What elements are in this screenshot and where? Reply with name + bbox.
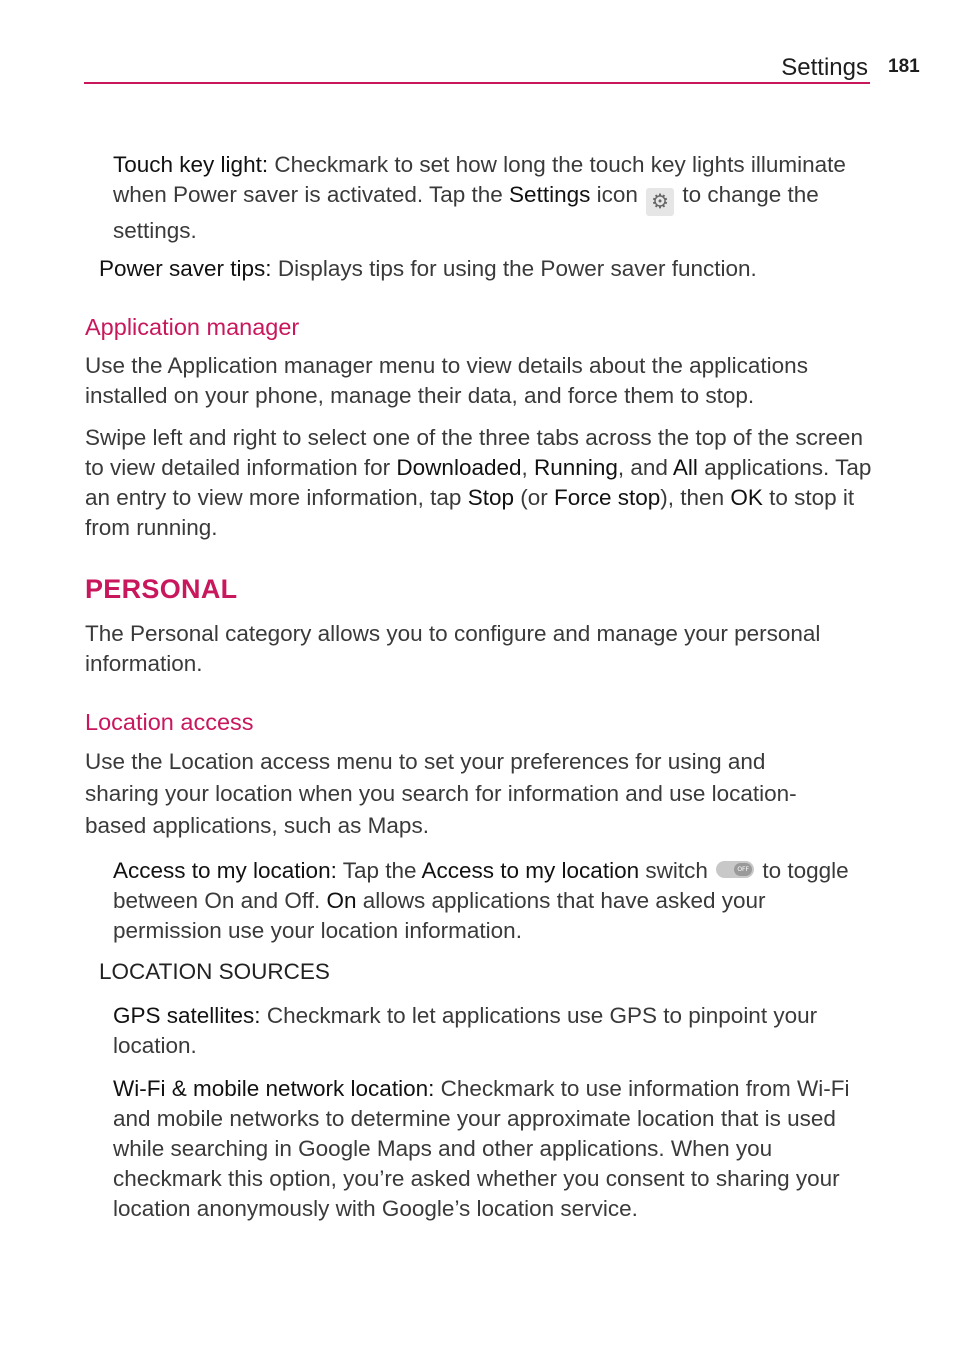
downloaded-word: Downloaded [396,455,522,480]
location-access-paragraph: Use the Location access menu to set your preferences for using and sharing your location when you search for information and use location-based applications, such as Maps. [85,749,797,838]
toggle-off-label: OFF [734,863,752,876]
touch-key-light-label: Touch key light: [113,152,269,177]
stop-word: Stop [467,485,514,510]
gps-satellites-label: GPS satellites: [113,1003,261,1028]
access-to-my-location-label: Access to my location: [113,858,337,883]
personal-heading: PERSONAL [85,574,238,604]
power-saver-tips-label: Power saver tips: [99,256,272,281]
all-word: All [672,455,698,480]
personal-paragraph: The Personal category allows you to configure and manage your personal information. [85,621,821,676]
header-title: Settings [781,54,868,81]
gps-satellites-paragraph: GPS satellites: Checkmark to let applications use GPS to pinpoint your location. [113,1003,818,1058]
access-to-my-location-word: Access to my location [421,858,640,883]
touch-key-light-paragraph: Touch key light: Checkmark to set how long the touch key lights illuminate when Power saver is activated. Tap the Settings icon ⚙ to change the settings. [113,152,846,243]
settings-word: Settings [509,182,591,207]
page-number: 181 [888,56,920,77]
location-access-heading: Location access [85,709,254,735]
application-manager-paragraph-1: Use the Application manager menu to view details about the applications installed on your phone, manage their data, and force them to stop. [85,353,808,408]
running-word: Running [534,455,618,480]
power-saver-tips-paragraph: Power saver tips: Displays tips for using the Power saver function. [99,256,757,281]
on-word: On [326,888,357,913]
access-to-my-location-paragraph: Access to my location: Tap the Access to my location switch OFF to toggle between On and Off. On allows applications that have asked your permission use your location information. [113,858,849,943]
page-header [84,48,870,84]
location-sources-heading: LOCATION SOURCES [99,959,330,984]
force-stop-word: Force stop [554,485,661,510]
gear-icon: ⚙ [646,188,674,216]
application-manager-paragraph-2: Swipe left and right to select one of the three tabs across the top of the screen to view detailed information for Downloaded, Running, and All applications. Tap an entry to view more information, tap Stop (or Force stop), then OK to stop it from running. [85,425,872,540]
ok-word: OK [730,485,763,510]
wifi-mobile-location-label: Wi-Fi & mobile network location: [113,1076,435,1101]
application-manager-heading: Application manager [85,314,300,340]
toggle-switch-icon [716,861,754,878]
wifi-mobile-location-paragraph: Wi-Fi & mobile network location: Checkmark to use information from Wi-Fi and mobile networks to determine your approximate location that is used while searching in Google Maps and other applications. When you checkmark this option, you’re asked whether you consent to sharing your location anonymously with Google’s location service. [113,1076,850,1221]
